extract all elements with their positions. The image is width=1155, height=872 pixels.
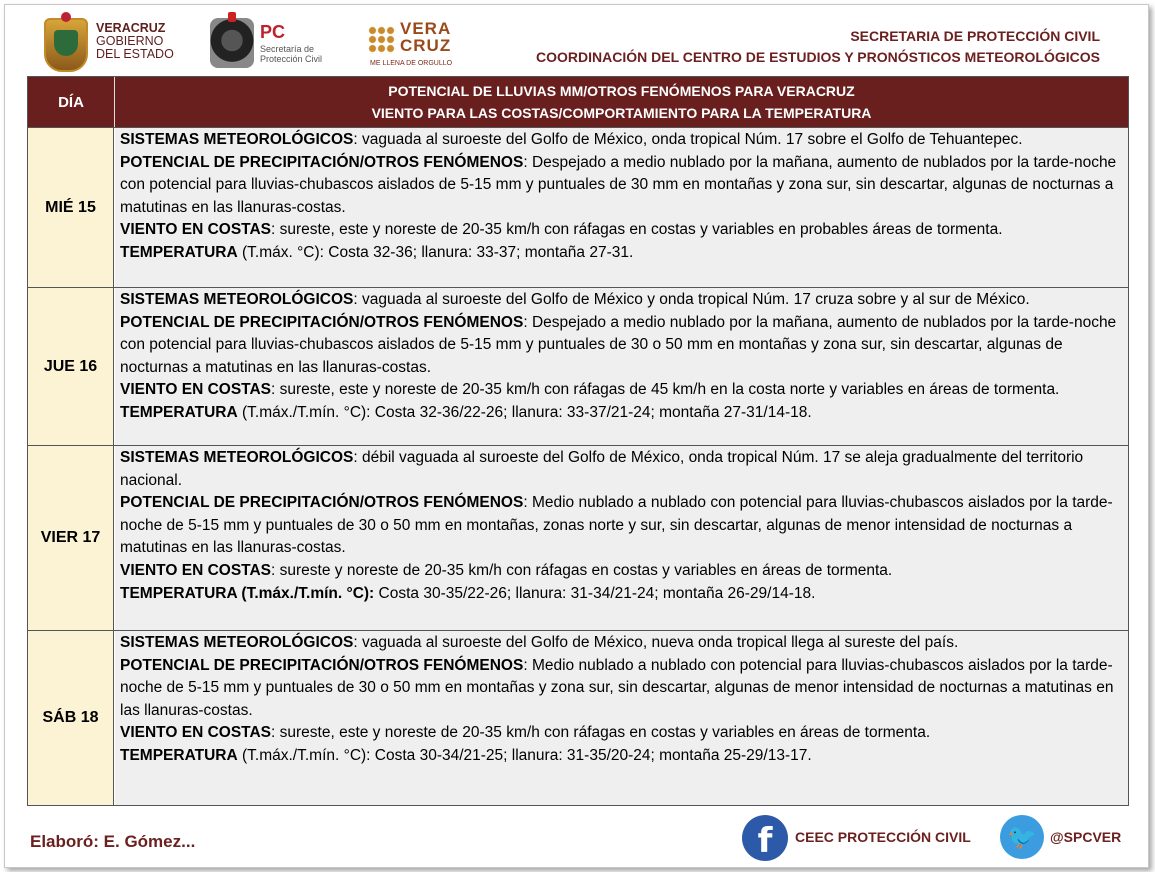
item-text: : vaguada al suroeste del Golfo de México, onda tropical Núm. 17 sobre el Golfo de Tehuantepec. (353, 131, 1023, 148)
item-label: VIENTO EN COSTAS (120, 381, 272, 399)
item-text: : sureste y noreste de 20-35 km/h con ráfagas en costas y variables en áreas de tormenta. (271, 561, 893, 579)
table-row (28, 287, 1128, 445)
item-text: : Despejado a medio nublado por la mañana, aumento de nublados por la tarde-noche con potencial para lluvias-chubascos aislados de 5-15 mm y puntuales de 30 mm en montañas y zona sur, sin descartar, algunas de nocturnas a matutinas en las llanuras-costas. (120, 153, 1117, 216)
item-text: : débil vaguada al suroeste del Golfo de México, onda tropical Núm. 17 se aleja gradualmente del territorio nacional. (120, 449, 1084, 489)
forecast-item (120, 632, 1124, 655)
pc-logo-subtitle-line: Secretaría de (260, 44, 315, 54)
gov-logo-line: VERACRUZ (96, 21, 166, 35)
forecast-item (120, 289, 1124, 312)
pc-logo-subtitle (260, 44, 322, 64)
column-header-forecast-line2: VIENTO PARA LAS COSTAS/COMPORTAMIENTO PARA LA TEMPERATURA (371, 105, 872, 121)
item-label: SISTEMAS METEOROLÓGICOS (120, 131, 354, 148)
vera-logo-tagline: ME LLENA DE ORGULLO (370, 60, 453, 67)
item-text: (T.máx./T.mín. °C): Costa 32-36/22-26; llanura: 33-37/21-24; montaña 27-31/14-18. (237, 403, 812, 421)
item-label: TEMPERATURA (120, 403, 238, 421)
veracruz-brand-logo (368, 20, 458, 72)
item-text: : sureste, este y noreste de 20-35 km/h con ráfagas en costas y variables en áreas de tormenta. (271, 724, 931, 742)
item-label: TEMPERATURA (120, 746, 238, 764)
forecast-item (120, 402, 1124, 425)
gov-logo-text (96, 22, 174, 61)
item-label: SISTEMAS METEOROLÓGICOS (120, 291, 354, 308)
item-text: : Medio nublado a nublado con potencial para lluvias-chubascos aislados por la tarde-noche de 5-15 mm y puntuales de 30 o 50 mm en montañas y zona sur, sin descartar, algunas de menor intensidad de nocturnas a matutinas en las llanuras-costas. (120, 656, 1114, 719)
forecast-item (120, 583, 1124, 606)
pc-logo-title: PC (260, 22, 286, 42)
day-cell: MIÉ 15 (28, 128, 114, 287)
day-cell: VIER 17 (28, 446, 114, 630)
forecast-item (120, 152, 1124, 220)
forecast-item (120, 219, 1124, 242)
item-label: POTENCIAL DE PRECIPITACIÓN/OTROS FENÓMENOS (120, 656, 524, 674)
column-header-forecast (115, 77, 1128, 127)
proteccion-civil-shield-icon (210, 18, 254, 68)
item-text: Costa 30-35/22-26; llanura: 31-34/21-24; montaña 26-29/14-18. (374, 584, 816, 602)
item-label: TEMPERATURA (T.máx./T.mín. °C): (120, 584, 375, 602)
table-row (28, 445, 1128, 630)
item-label: TEMPERATURA (120, 243, 238, 261)
vera-logo-line: CRUZ (400, 36, 452, 55)
forecast-cell (115, 128, 1128, 287)
forecast-cell (115, 288, 1128, 445)
facebook-link[interactable]: CEEC PROTECCIÓN CIVIL (795, 829, 971, 845)
author-credit: Elaboró: E. Gómez... (30, 832, 196, 851)
table-row (28, 630, 1128, 805)
item-text: : vaguada al suroeste del Golfo de México, nueva onda tropical llega al sureste del país. (353, 634, 959, 651)
veracruz-pattern-icon (368, 26, 396, 54)
forecast-item (120, 129, 1124, 152)
forecast-table (27, 76, 1129, 806)
item-text: : vaguada al suroeste del Golfo de México y onda tropical Núm. 17 cruza sobre y al sur de México. (353, 291, 1030, 308)
forecast-item (120, 745, 1124, 768)
column-header-forecast-line1: POTENCIAL DE LLUVIAS MM/OTROS FENÓMENOS PARA VERACRUZ (388, 83, 855, 99)
item-label: VIENTO EN COSTAS (120, 724, 272, 742)
gov-logo-line: GOBIERNO (96, 34, 164, 48)
day-cell: SÁB 18 (28, 631, 114, 805)
item-label: SISTEMAS METEOROLÓGICOS (120, 634, 354, 651)
twitter-icon[interactable]: 🐦 (1000, 815, 1044, 859)
item-label: SISTEMAS METEOROLÓGICOS (120, 449, 354, 466)
table-row (28, 127, 1128, 287)
item-label: POTENCIAL DE PRECIPITACIÓN/OTROS FENÓMENOS (120, 153, 524, 171)
header-title-line2: COORDINACIÓN DEL CENTRO DE ESTUDIOS Y PRONÓSTICOS METEOROLÓGICOS (536, 49, 1100, 65)
item-text: : Despejado a medio nublado por la mañana, aumento de nublados por la tarde-noche con potencial para lluvias-chubascos aislados de 5-15 mm y puntuales de 30 o 50 mm en montañas y zona sur, sin descartar, algunas de nocturnas a matutinas en las llanuras-costas. (120, 313, 1117, 376)
item-label: POTENCIAL DE PRECIPITACIÓN/OTROS FENÓMENOS (120, 494, 524, 512)
veracruz-government-logo (44, 16, 174, 72)
item-label: POTENCIAL DE PRECIPITACIÓN/OTROS FENÓMENOS (120, 313, 524, 331)
item-text: : sureste, este y noreste de 20-35 km/h con ráfagas en costas y variables en probables áreas de tormenta. (271, 221, 1003, 239)
forecast-item (120, 655, 1124, 723)
column-header-day: DÍA (28, 77, 115, 127)
header-title-line1: SECRETARIA DE PROTECCIÓN CIVIL (850, 28, 1100, 44)
header-title (470, 26, 1100, 68)
item-text: : Medio nublado a nublado con potencial para lluvias-chubascos aislados por la tarde-noche de 5-15 mm y puntuales de 30 o 50 mm en montañas, zonas norte y sur, sin descartar, algunas de menor intensidad de nocturnas a matutinas en las llanuras-costas. (120, 494, 1113, 557)
forecast-cell (115, 631, 1128, 805)
item-label: VIENTO EN COSTAS (120, 221, 272, 239)
forecast-item (120, 447, 1124, 492)
table-header (28, 77, 1128, 127)
day-cell: JUE 16 (28, 288, 114, 445)
item-label: VIENTO EN COSTAS (120, 561, 272, 579)
forecast-item (120, 242, 1124, 265)
veracruz-coat-of-arms-icon (44, 18, 88, 72)
forecast-item (120, 379, 1124, 402)
vera-logo-word (400, 20, 451, 54)
forecast-item (120, 560, 1124, 583)
pc-logo-subtitle-line: Protección Civil (260, 54, 323, 64)
proteccion-civil-logo (210, 18, 330, 70)
item-text: (T.máx. °C): Costa 32-36; llanura: 33-37; montaña 27-31. (237, 243, 634, 261)
forecast-item (120, 492, 1124, 560)
forecast-item (120, 312, 1124, 380)
gov-logo-line: DEL ESTADO (96, 47, 174, 61)
item-text: (T.máx./T.mín. °C): Costa 30-34/21-25; llanura: 31-35/20-24; montaña 25-29/13-17. (237, 746, 812, 764)
forecast-item (120, 722, 1124, 745)
item-text: : sureste, este y noreste de 20-35 km/h con ráfagas de 45 km/h en la costa norte y variables en áreas de tormenta. (271, 381, 1060, 399)
vera-logo-line: VERA (400, 19, 452, 38)
twitter-link[interactable]: @SPCVER (1050, 829, 1122, 845)
facebook-icon[interactable]: f (742, 815, 788, 861)
forecast-cell (115, 446, 1128, 630)
